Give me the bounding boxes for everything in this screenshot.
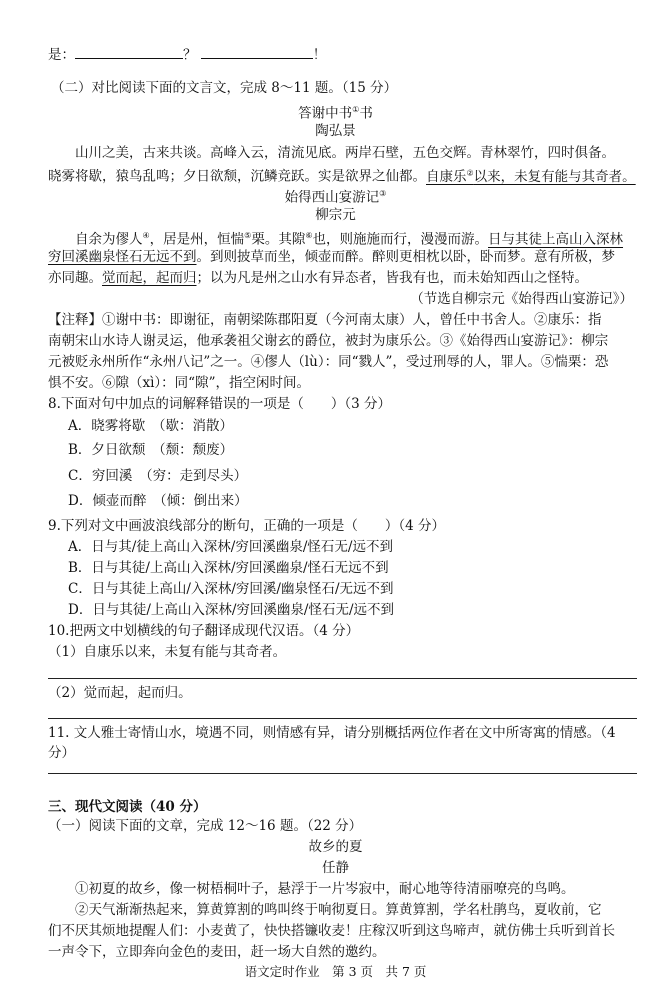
note-marker: ② (466, 168, 474, 177)
page-footer: 语文定时作业 第 3 页 共 7 页 (244, 964, 427, 979)
passage-text: ，居是州，恒惴 (149, 231, 245, 248)
passage2-line (48, 247, 635, 267)
section-heading: （二）对比阅读下面的文言文，完成 8～11 题。（15 分） (51, 80, 398, 96)
note-line: 元被贬永州所作“永州八记”之一。④僇人（lù）：同“戮人”，受过刑辱的人，罪人。⑤惴栗：恐 (48, 354, 609, 370)
passage3-line: 们不厌其烦地提醒人们：小麦黄了，快快搭镰收麦！庄稼汉听到这鸟啼声，就仿佛士兵听到首长 (48, 923, 615, 939)
passage3-line: ①初夏的故乡，像一树梧桐叶子，悬浮于一片岑寂中，耐心地等待清丽嘹亮的鸟鸣。 (75, 881, 575, 897)
text2-title (0, 184, 671, 208)
question-10: 10.把两文中划横线的句子翻译成现代汉语。（4 分） (48, 623, 360, 639)
question-8: 8.下面对句中加点的词解释错误的一项是（ ）（3 分） (48, 396, 392, 412)
wavy-underlined-text: 日与其徒上高山入深林 (488, 231, 624, 248)
exclamation-mark: ！ (312, 47, 327, 63)
underlined-text: 以来，未复有能与其奇者。 (473, 168, 636, 185)
answer-fill-line (48, 44, 635, 65)
passage-text: 栗。其隙 (251, 231, 306, 248)
answer-line[interactable] (48, 678, 637, 679)
q9-option-d[interactable]: D．日与其徒/上高山入深林/穷回溪幽泉/怪石无/远不到 (68, 602, 395, 618)
passage3-line: ②天气渐渐热起来，算黄算割的鸣叫终于响彻夏日。算黄算割，学名杜鹃鸟，夏收前，它 (75, 902, 602, 918)
section-3-sub: （一）阅读下面的文章，完成 12～16 题。（22 分） (48, 818, 363, 834)
text1-author: 陶弘景 (315, 123, 356, 139)
text1-title (0, 100, 671, 124)
q10-part-1: （1）自康乐以来，未复有能与其奇者。 (48, 644, 287, 660)
wavy-underlined-text: 穷回溪幽泉怪石无远不到 (48, 249, 197, 265)
q8-option-d[interactable]: D．倾壶而醉 （倾：倒出来） (68, 493, 248, 509)
note-line: 南朝宋山水诗人谢灵运，他承袭祖父谢玄的爵位，被封为康乐公。③《始得西山宴游记》：柳宗 (48, 333, 609, 349)
passage-text: 自余为僇人 (75, 231, 143, 248)
passage3-line: 一声令下，立即奔向金色的麦田，赶一场大自然的邀约。 (48, 944, 386, 960)
passage1-line (48, 163, 635, 187)
title-text: 始得西山宴游记 (284, 189, 380, 206)
answer-line[interactable] (48, 773, 637, 774)
question-mark: ？ (183, 47, 197, 63)
underlined-sentence (426, 169, 636, 185)
passage2-line (48, 226, 635, 250)
q10-part-2: （2）觉而起，起而归。 (48, 685, 192, 701)
passage1-line: 山川之美，古来共谈。高峰入云，清流见底。两岸石壁，五色交辉。青林翠竹，四时俱备。 (75, 145, 615, 161)
underlined-sentence: 觉而起，起而归 (102, 270, 197, 286)
note-marker: ① (352, 105, 360, 114)
passage-text: 晓雾将歇，猿鸟乱鸣；夕日欲颓，沉鳞竞跃。实是欲界之仙都。 (48, 168, 426, 185)
q9-option-c[interactable]: C．日与其徒上高山/入深林/穷回溪/幽泉怪石/无远不到 (68, 581, 394, 597)
question-11-cont: 分） (48, 745, 75, 761)
note-line: 【注释】①谢中书：即谢征，南朝梁陈郡阳夏（今河南太康）人，曾任中书舍人。②康乐：指 (48, 312, 602, 328)
note-marker: ④ (142, 231, 150, 240)
underlined-text: 自康乐 (426, 168, 467, 185)
source-citation: （节选自柳宗元《始得西山宴游记》） (410, 291, 633, 307)
q8-option-a[interactable]: A．晓雾将歇 （歇：消散） (68, 418, 233, 434)
answer-line[interactable] (48, 718, 637, 719)
q8-option-b[interactable]: B．夕日欲颓 （颓：颓废） (68, 442, 234, 458)
passage-text: 也，则施施而行，漫漫而游。 (312, 231, 489, 248)
section-3-heading: 三、现代文阅读（40 分） (48, 799, 207, 815)
note-line: 惧不安。⑥隙（xì）：同“隙”，指空闲时间。 (48, 375, 310, 391)
passage-text: ；以为凡是州之山水有异态者，皆我有也，而未始知西山之怪特。 (196, 270, 588, 286)
q9-option-b[interactable]: B．日与其徒/上高山入深林/穷回溪幽泉/怪石无远不到 (68, 560, 389, 576)
title-text: 答谢中书 (298, 105, 353, 122)
text2-author: 柳宗元 (315, 207, 356, 223)
q8-option-c[interactable]: C．穷回溪 （穷：走到尽头） (68, 468, 248, 484)
label-text: 是： (48, 47, 75, 63)
passage-text: 亦同趣。 (48, 270, 102, 286)
text3-title: 故乡的夏 (308, 839, 363, 855)
answer-blank[interactable] (201, 44, 313, 59)
passage-text: 。到则披草而坐，倾壶而醉。醉则更相枕以卧，卧而梦。意有所极，梦 (196, 249, 615, 265)
text3-author: 任静 (322, 860, 349, 876)
note-marker: ⑤ (244, 231, 252, 240)
question-11: 11. 文人雅士寄情山水，境遇不同，则情感有异，请分别概括两位作者在文中所寄寓的情感。（4 (48, 725, 616, 741)
note-marker: ③ (379, 189, 387, 198)
note-marker: ⑥ (305, 231, 313, 240)
question-9: 9.下列对文中画波浪线部分的断句，正确的一项是（ ）（4 分） (48, 518, 446, 534)
q9-option-a[interactable]: A．日与其/徒上高山入深林/穷回溪幽泉/怪石无/远不到 (68, 539, 393, 555)
title-text: 书 (359, 105, 373, 122)
passage2-line (48, 268, 635, 288)
answer-blank[interactable] (75, 44, 183, 59)
